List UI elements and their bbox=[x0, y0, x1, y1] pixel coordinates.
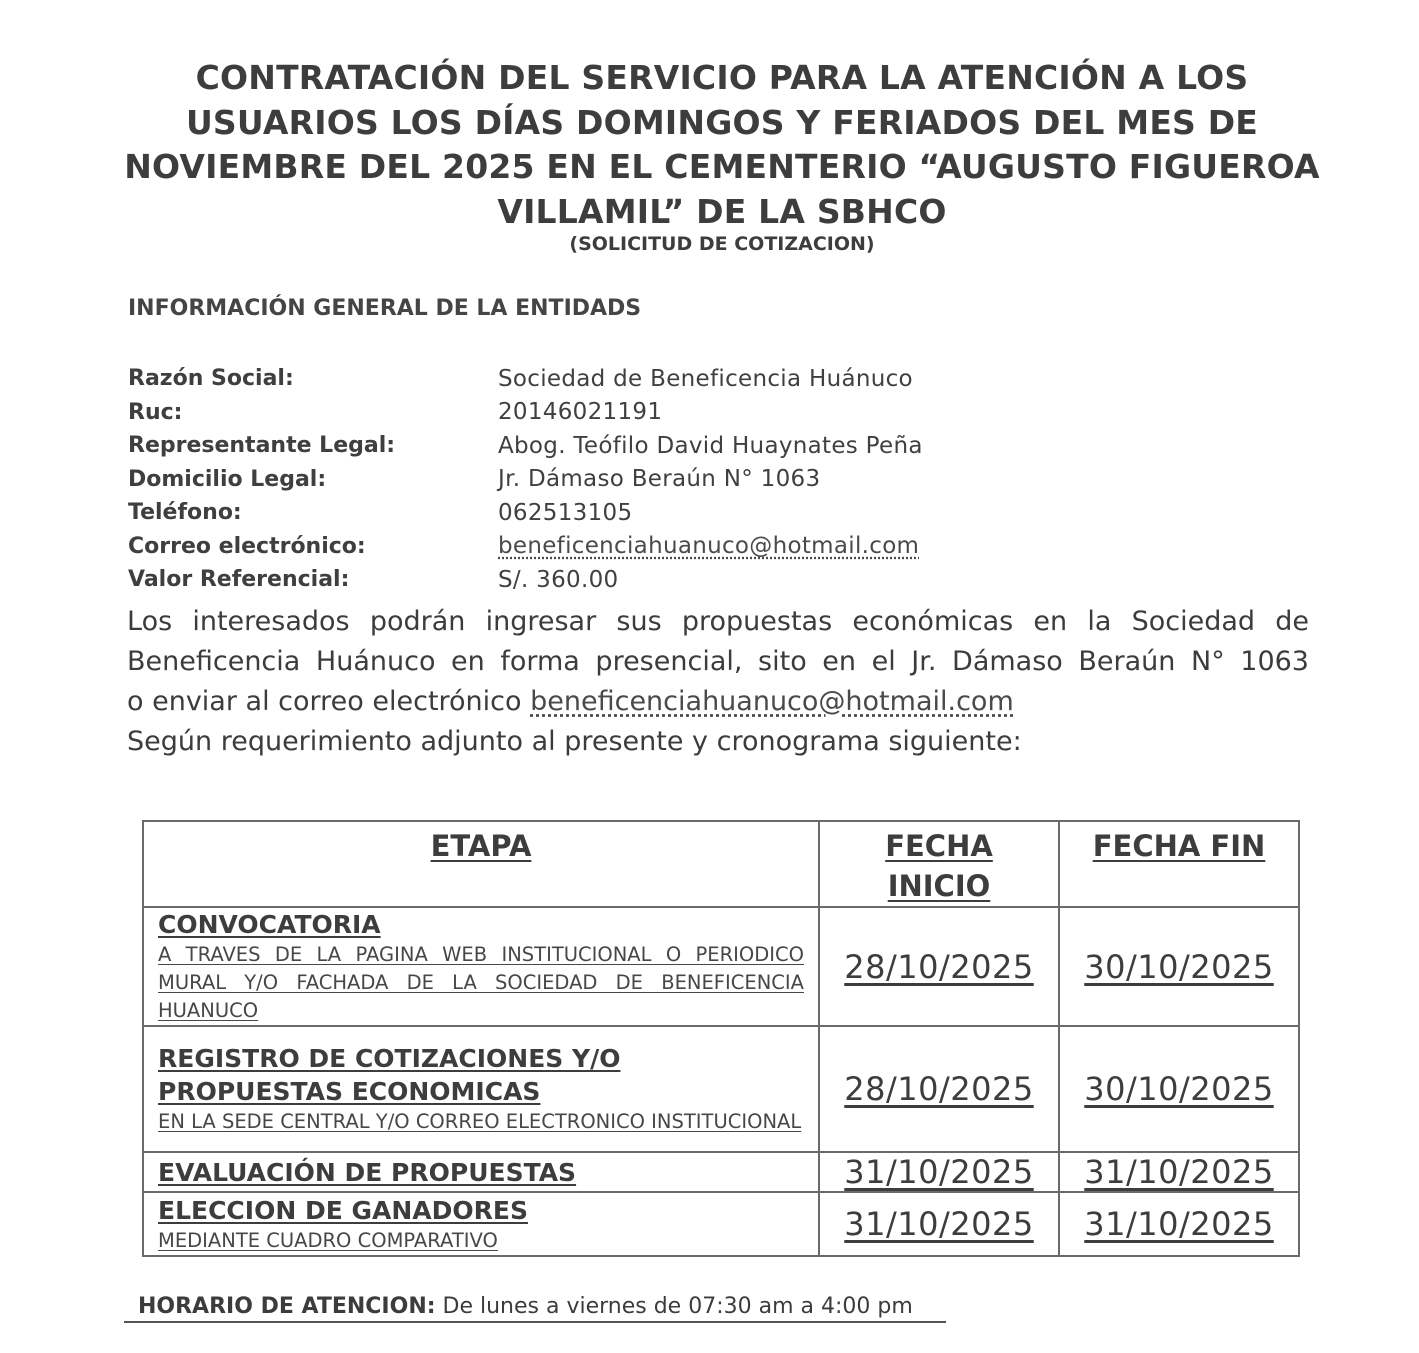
start-date: 28/10/2025 bbox=[844, 1070, 1034, 1108]
email-link[interactable]: beneficenciahuanuco@hotmail.com bbox=[498, 533, 920, 560]
etapa-cell bbox=[143, 1192, 819, 1256]
info-label: Representante Legal: bbox=[128, 433, 396, 459]
end-date-cell bbox=[1059, 907, 1299, 1026]
info-value: Jr. Dámaso Beraún N° 1063 bbox=[498, 466, 821, 493]
end-date-cell bbox=[1059, 1152, 1299, 1192]
document-subtitle: (SOLICITUD DE COTIZACION) bbox=[569, 233, 875, 255]
start-date: 31/10/2025 bbox=[844, 1153, 1034, 1191]
title-line: VILLAMIL” DE LA SBHCO bbox=[497, 191, 947, 231]
info-value: Sociedad de Beneficencia Huánuco bbox=[498, 365, 913, 392]
stage-description: MEDIANTE CUADRO COMPARATIVO bbox=[158, 1228, 498, 1252]
stage-title: CONVOCATORIA bbox=[158, 910, 381, 939]
paragraph-line: Beneficencia Huánuco en forma presencial, sito en el Jr. Dámaso Beraún N° 1063 bbox=[127, 646, 1309, 677]
table-row bbox=[143, 1026, 1299, 1152]
info-label: Razón Social: bbox=[128, 366, 294, 392]
title-line: NOVIEMBRE DEL 2025 EN EL CEMENTERIO “AUGUSTO FIGUEROA bbox=[124, 147, 1320, 186]
header-label: ETAPA bbox=[430, 829, 532, 863]
info-value: 062513105 bbox=[498, 499, 633, 526]
paragraph-line: Los interesados podrán ingresar sus propuestas económicas en la Sociedad de bbox=[127, 606, 1309, 637]
etapa-cell bbox=[143, 1026, 819, 1152]
header-fecha-inicio bbox=[819, 821, 1059, 907]
schedule-table bbox=[142, 820, 1300, 1257]
start-date-cell bbox=[819, 907, 1059, 1026]
office-hours bbox=[124, 1294, 946, 1323]
info-row-telefono bbox=[128, 496, 923, 530]
info-row-ruc bbox=[128, 396, 923, 430]
stage-description: EN LA SEDE CENTRAL Y/O CORREO ELECTRONICO INSTITUCIONAL bbox=[158, 1110, 802, 1133]
document-title bbox=[120, 56, 1324, 234]
table-header-row bbox=[143, 821, 1299, 907]
table-row bbox=[143, 907, 1299, 1026]
start-date-cell bbox=[819, 1192, 1059, 1256]
start-date-cell bbox=[819, 1026, 1059, 1152]
info-value: Abog. Teófilo David Huaynates Peña bbox=[498, 432, 923, 459]
info-row-razon-social bbox=[128, 362, 923, 396]
title-line: USUARIOS LOS DÍAS DOMINGOS Y FERIADOS DEL MES DE bbox=[185, 102, 1259, 142]
info-row-correo bbox=[128, 530, 923, 564]
info-value: S/. 360.00 bbox=[498, 566, 619, 593]
stage-title: REGISTRO DE COTIZACIONES Y/O PROPUESTAS ECONOMICAS bbox=[158, 1044, 621, 1106]
header-label: INICIO bbox=[887, 869, 991, 903]
info-row-representante bbox=[128, 429, 923, 463]
info-value: 20146021191 bbox=[498, 399, 663, 426]
end-date-cell bbox=[1059, 1026, 1299, 1152]
info-label: Correo electrónico: bbox=[128, 533, 366, 559]
general-info-heading: INFORMACIÓN GENERAL DE LA ENTIDADS bbox=[128, 296, 642, 321]
etapa-cell bbox=[143, 1152, 819, 1192]
etapa-cell bbox=[143, 907, 819, 1026]
info-label: Domicilio Legal: bbox=[128, 466, 327, 492]
title-line: CONTRATACIÓN DEL SERVICIO PARA LA ATENCIÓN A LOS bbox=[195, 58, 1249, 97]
stage-title: ELECCION DE GANADORES bbox=[158, 1195, 528, 1225]
paragraph-line bbox=[127, 682, 1309, 722]
stage-description: A TRAVES DE LA PAGINA WEB INSTITUCIONAL O PERIODICO MURAL Y/O FACHADA DE LA SOCIEDAD DE BENEFICENCIA HUANUCO bbox=[158, 943, 804, 1022]
info-label: Teléfono: bbox=[128, 500, 242, 526]
header-label: FECHA bbox=[885, 829, 993, 863]
office-hours-value: De lunes a viernes de 07:30 am a 4:00 pm bbox=[435, 1294, 913, 1319]
header-fecha-fin bbox=[1059, 821, 1299, 907]
end-date: 30/10/2025 bbox=[1084, 947, 1274, 986]
instructions-paragraph bbox=[127, 602, 1309, 762]
end-date: 31/10/2025 bbox=[1084, 1205, 1274, 1243]
end-date: 31/10/2025 bbox=[1084, 1153, 1274, 1191]
end-date-cell bbox=[1059, 1192, 1299, 1256]
end-date: 30/10/2025 bbox=[1084, 1070, 1274, 1108]
email-link[interactable]: beneficenciahuanuco@hotmail.com bbox=[530, 686, 1014, 717]
start-date: 28/10/2025 bbox=[844, 947, 1034, 986]
table-row bbox=[143, 1192, 1299, 1256]
info-label: Valor Referencial: bbox=[128, 567, 350, 593]
header-etapa bbox=[143, 821, 819, 907]
info-row-valor-referencial bbox=[128, 563, 923, 597]
office-hours-label: HORARIO DE ATENCION: bbox=[138, 1294, 436, 1319]
table-row bbox=[143, 1152, 1299, 1192]
stage-title: EVALUACIÓN DE PROPUESTAS bbox=[158, 1157, 577, 1187]
paragraph-line: Según requerimiento adjunto al presente y cronograma siguiente: bbox=[127, 726, 1022, 757]
start-date-cell bbox=[819, 1152, 1059, 1192]
info-row-domicilio bbox=[128, 463, 923, 497]
info-label: Ruc: bbox=[128, 399, 183, 425]
start-date: 31/10/2025 bbox=[844, 1205, 1034, 1243]
header-label: FECHA FIN bbox=[1092, 829, 1266, 863]
paragraph-text: o enviar al correo electrónico bbox=[127, 686, 531, 717]
general-info-list bbox=[128, 362, 923, 597]
